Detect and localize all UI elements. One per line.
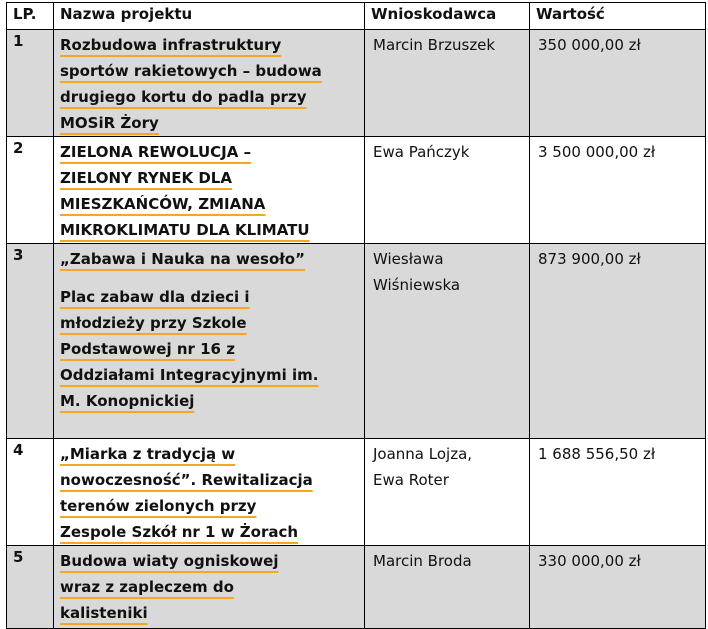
applicant-name: Marcin Brzuszek (373, 36, 496, 54)
row-number: 4 (7, 439, 54, 546)
project-value: 1 688 556,50 zł (538, 445, 656, 463)
header-project-name: Nazwa projektu (54, 3, 365, 30)
project-name-line: „Zabawa i Nauka na wesoło” (60, 250, 305, 268)
table-row (7, 439, 706, 546)
project-name-line: „Miarka z tradycją w (60, 445, 236, 463)
project-name-line: sportów rakietowych – budowa (60, 62, 322, 80)
table-header-row (7, 3, 706, 30)
applicant-cell (365, 244, 530, 439)
table-row (7, 30, 706, 137)
project-name-line: MOSiR Żory (60, 114, 159, 132)
header-applicant: Wnioskodawca (365, 3, 530, 30)
project-name-line: MIESZKAŃCÓW, ZMIANA (60, 195, 266, 213)
value-cell (530, 244, 706, 439)
project-name (60, 246, 358, 272)
applicant-cell (365, 137, 530, 244)
project-name-line: Budowa wiaty ogniskowej (60, 552, 279, 570)
header-value: Wartość (530, 3, 706, 30)
header-lp: LP. (7, 3, 54, 30)
project-value: 873 900,00 zł (538, 250, 641, 268)
project-name-line: drugiego kortu do padla przy (60, 88, 307, 106)
applicant-cell (365, 30, 530, 137)
applicant-name: Ewa Pańczyk (373, 143, 470, 161)
row-number: 1 (7, 30, 54, 137)
project-value: 3 500 000,00 zł (538, 143, 656, 161)
project-name-cell (54, 546, 365, 629)
project-name-line: ZIELONA REWOLUCJA – (60, 143, 252, 161)
project-name (60, 139, 358, 243)
project-name (60, 548, 358, 626)
project-name-line: M. Konopnickiej (60, 392, 195, 410)
project-name (60, 32, 358, 136)
project-description (60, 284, 358, 414)
applicant-cell (365, 439, 530, 546)
applicant-name: Wiesława (373, 250, 444, 268)
value-cell (530, 546, 706, 629)
project-name-line: Plac zabaw dla dzieci i (60, 288, 250, 306)
row-number: 2 (7, 137, 54, 244)
row-number: 5 (7, 546, 54, 629)
row-number: 3 (7, 244, 54, 439)
applicant-name: Marcin Broda (373, 552, 472, 570)
project-name-line: terenów zielonych przy (60, 497, 257, 515)
project-name-cell (54, 244, 365, 439)
table-row (7, 244, 706, 439)
project-name-cell (54, 439, 365, 546)
project-name-cell (54, 137, 365, 244)
projects-table (6, 2, 706, 629)
project-value: 330 000,00 zł (538, 552, 641, 570)
project-name-line: Podstawowej nr 16 z (60, 340, 235, 358)
applicant-name: Wiśniewska (373, 276, 461, 294)
applicant-name: Ewa Roter (373, 471, 449, 489)
project-name-line: Zespole Szkół nr 1 w Żorach (60, 523, 299, 541)
project-name-line: młodzieży przy Szkole (60, 314, 247, 332)
project-name-line: Rozbudowa infrastruktury (60, 36, 282, 54)
applicant-name: Joanna Lojza, (373, 445, 473, 463)
table-row (7, 546, 706, 629)
project-name-line: wraz z zapleczem do (60, 578, 234, 596)
value-cell (530, 30, 706, 137)
project-name-line: nowoczesność”. Rewitalizacja (60, 471, 313, 489)
value-cell (530, 439, 706, 546)
project-name-line: ZIELONY RYNEK DLA (60, 169, 232, 187)
table-row (7, 137, 706, 244)
project-name-line: MIKROKLIMATU DLA KLIMATU (60, 221, 310, 239)
project-name-cell (54, 30, 365, 137)
project-name-line: kalisteniki (60, 604, 148, 622)
project-name-line: Oddziałami Integracyjnymi im. (60, 366, 319, 384)
project-name (60, 441, 358, 545)
applicant-cell (365, 546, 530, 629)
project-value: 350 000,00 zł (538, 36, 641, 54)
value-cell (530, 137, 706, 244)
